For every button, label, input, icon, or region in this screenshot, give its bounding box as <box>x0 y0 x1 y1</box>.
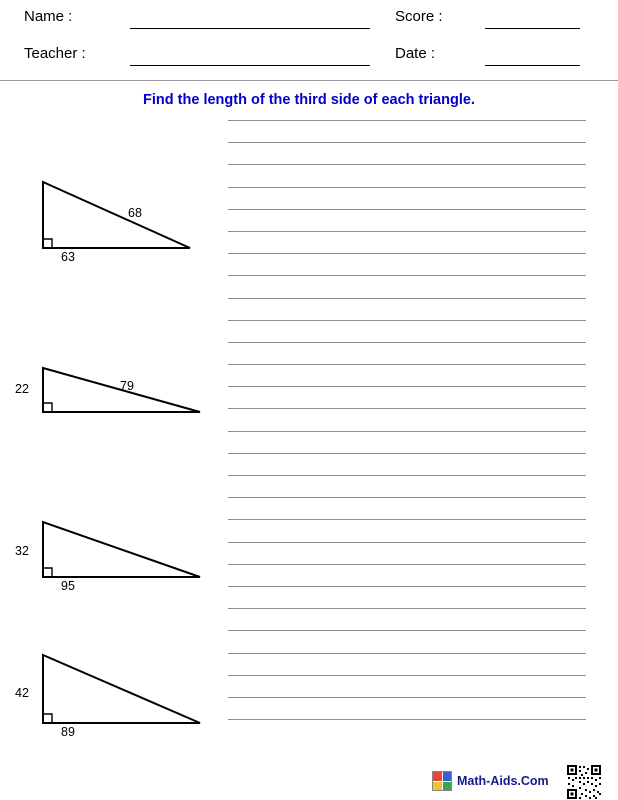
math-aids-logo-icon <box>432 771 452 791</box>
work-line[interactable] <box>228 231 586 232</box>
work-line[interactable] <box>228 209 586 210</box>
qr-code-icon <box>566 764 602 800</box>
work-line[interactable] <box>228 497 586 498</box>
problem-1-hypotenuse-label: 68 <box>128 206 142 220</box>
teacher-label: Teacher : <box>24 45 86 62</box>
work-line[interactable] <box>228 320 586 321</box>
work-line[interactable] <box>228 120 586 121</box>
work-line[interactable] <box>228 542 586 543</box>
work-line[interactable] <box>228 364 586 365</box>
problem-3 <box>10 512 230 602</box>
problem-2-hypotenuse-label: 79 <box>120 379 134 393</box>
worksheet-footer <box>0 760 618 800</box>
problem-4-vertical-label: 42 <box>15 686 29 700</box>
work-line[interactable] <box>228 298 586 299</box>
work-line[interactable] <box>228 697 586 698</box>
triangle-figure-2 <box>10 354 225 444</box>
triangle-figure-1 <box>10 176 225 266</box>
date-input-line[interactable] <box>485 65 580 66</box>
right-triangle-icon <box>10 354 225 444</box>
problem-1-base-label: 63 <box>61 250 75 264</box>
header-divider <box>0 80 618 81</box>
work-line[interactable] <box>228 431 586 432</box>
worksheet-title: Find the length of the third side of each triangle. <box>143 92 475 108</box>
date-label: Date : <box>395 45 436 62</box>
work-line[interactable] <box>228 630 586 631</box>
triangle-figure-3 <box>10 512 225 602</box>
work-line[interactable] <box>228 719 586 720</box>
work-line[interactable] <box>228 386 586 387</box>
work-line[interactable] <box>228 675 586 676</box>
right-triangle-icon <box>10 176 225 266</box>
work-line[interactable] <box>228 453 586 454</box>
problem-2 <box>10 354 230 444</box>
work-line[interactable] <box>228 564 586 565</box>
work-line[interactable] <box>228 653 586 654</box>
answer-work-area[interactable] <box>228 120 586 741</box>
work-line[interactable] <box>228 275 586 276</box>
work-line[interactable] <box>228 253 586 254</box>
work-line[interactable] <box>228 142 586 143</box>
work-line[interactable] <box>228 586 586 587</box>
triangle-figure-4 <box>10 645 225 739</box>
problem-3-vertical-label: 32 <box>15 544 29 558</box>
work-line[interactable] <box>228 408 586 409</box>
brand-label: Math-Aids.Com <box>457 774 549 788</box>
problem-2-vertical-label: 22 <box>15 382 29 396</box>
name-input-line[interactable] <box>130 28 370 29</box>
right-triangle-icon <box>10 512 225 602</box>
work-line[interactable] <box>228 187 586 188</box>
work-line[interactable] <box>228 164 586 165</box>
work-line[interactable] <box>228 608 586 609</box>
work-line[interactable] <box>228 519 586 520</box>
score-input-line[interactable] <box>485 28 580 29</box>
name-label: Name : <box>24 8 73 25</box>
right-triangle-icon <box>10 645 225 735</box>
brand-link[interactable] <box>432 771 549 791</box>
score-label: Score : <box>395 8 443 25</box>
work-line[interactable] <box>228 475 586 476</box>
teacher-input-line[interactable] <box>130 65 370 66</box>
problem-1 <box>10 176 230 266</box>
problem-3-base-label: 95 <box>61 579 75 593</box>
problem-4 <box>10 645 230 739</box>
worksheet-header <box>0 0 618 78</box>
problem-4-base-label: 89 <box>61 725 75 739</box>
work-line[interactable] <box>228 342 586 343</box>
